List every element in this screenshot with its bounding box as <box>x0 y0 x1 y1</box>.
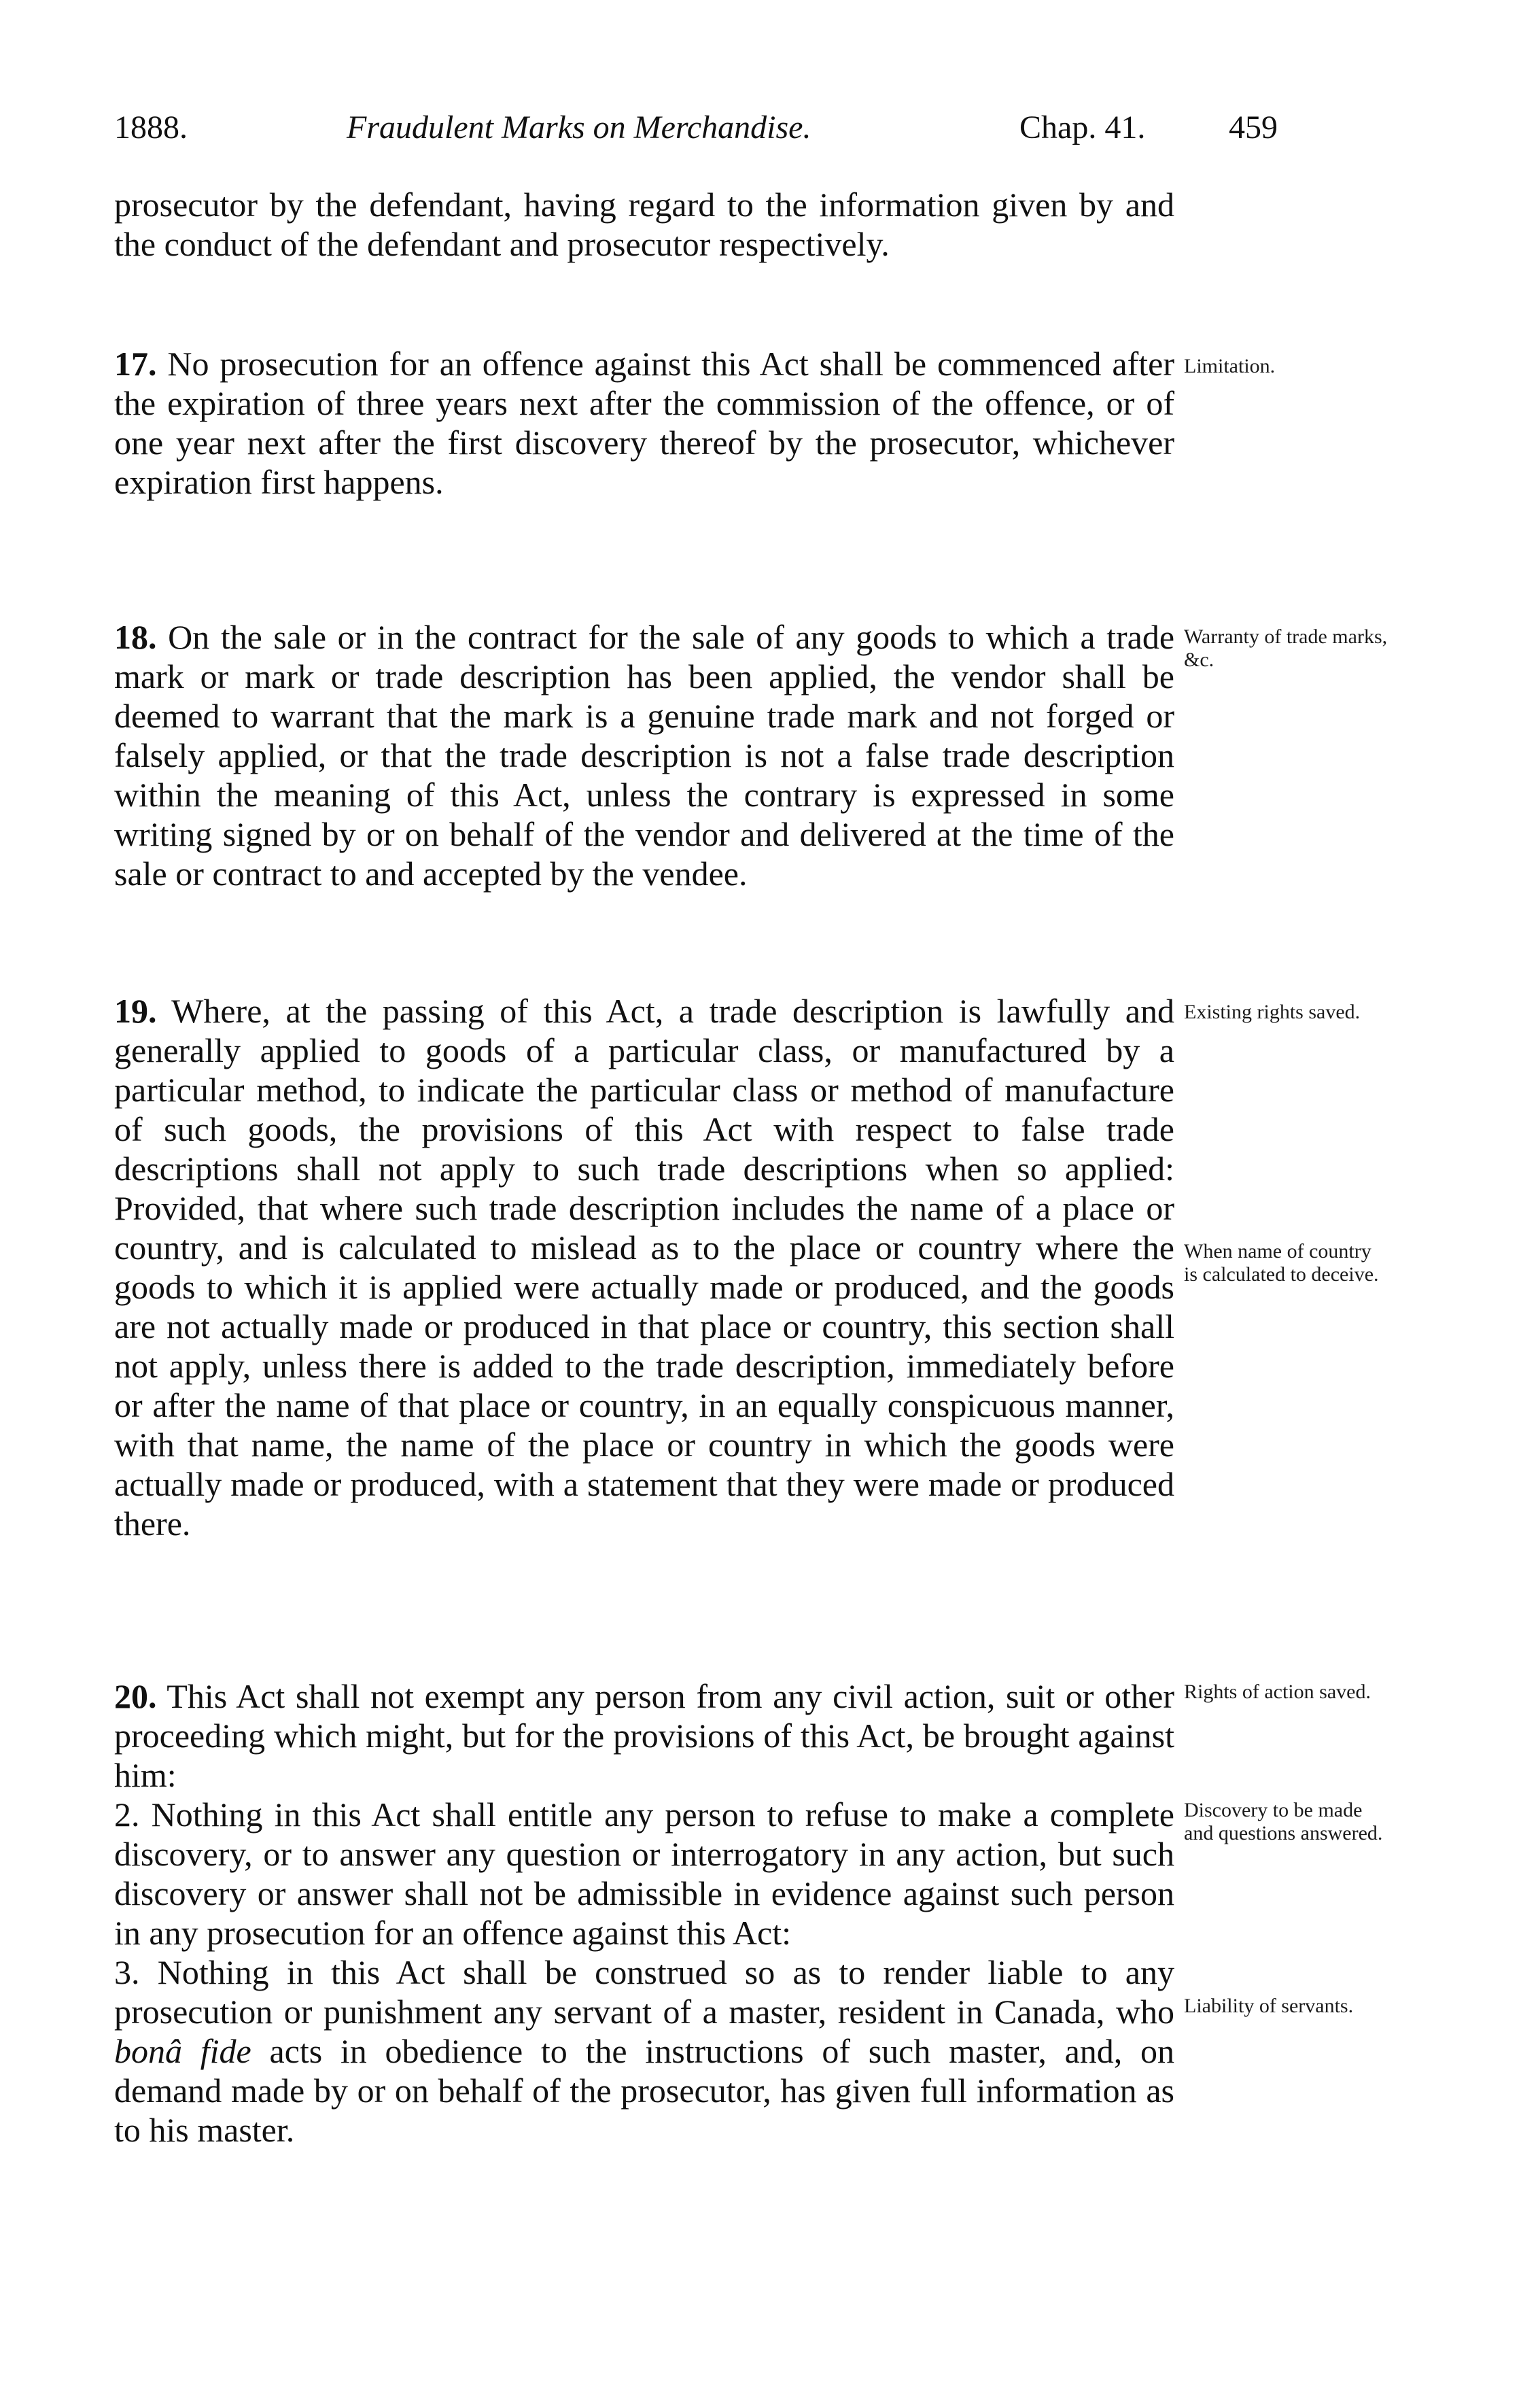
running-header <box>114 109 1365 156</box>
section-20-sub-3-italic: bonâ fide <box>114 2032 251 2070</box>
section-19-number: 19. <box>114 992 157 1030</box>
section-20 <box>114 1676 1174 2150</box>
section-20-sub-3-text-a: 3. Nothing in this Act shall be construed so as to render liable to any prosecution or punishment any servant of a master, resident in Canada, who <box>114 1953 1174 2031</box>
margin-note-country-deceive: When name of country is calculated to deceive. <box>1184 1240 1379 1286</box>
section-20-text: This Act shall not exempt any person from any civil action, suit or other proceeding which might, but for the provisions of this Act, be brought against him: <box>114 1677 1174 1794</box>
section-19-text: Where, at the passing of this Act, a trade description is lawfully and generally applied to goods of a particular class, or manufactured by a particular method, to indicate the particular class or method of manufacture of such goods, the provisions of this Act with respect to false trade descriptions shall not apply to such trade descriptions when so applied: Provided, that where such trade description includes the name of a place or country, and is calculated to mislead as to the place or country where the goods to which it is applied were actually made or produced, and the goods are not actually made or produced in that place or country, this section shall not apply, unless there is added to the trade description, immediately before or after the name of that place or country, in an equally conspicuous manner, with that name, the name of the place or country in which the goods were actually made or produced, with a statement that they were made or produced there. <box>114 992 1174 1543</box>
header-chapter: Chap. 41. <box>1019 109 1146 145</box>
margin-note-discovery: Discovery to be made and questions answered. <box>1184 1799 1383 1844</box>
section-20-sub-3 <box>114 1953 1174 2150</box>
section-17-text: No prosecution for an offence against this Act shall be commenced after the expiration of three years next after the commission of the offence, or of one year next after the first discovery thereof by the prosecutor, whichever expiration first happens. <box>114 345 1174 501</box>
section-20-sub-2: 2. Nothing in this Act shall entitle any person to refuse to make a complete discovery, or to answer any question or interrogatory in any action, but such discovery or answer shall not be admissible in evidence against such person in any prosecution for an offence against this Act: <box>114 1795 1174 1952</box>
section-17-number: 17. <box>114 345 157 383</box>
margin-note-limitation: Limitation. <box>1184 355 1276 377</box>
section-17 <box>114 344 1174 502</box>
header-title: Fraudulent Marks on Merchandise. <box>347 109 811 145</box>
section-19 <box>114 991 1174 1543</box>
section-20-number: 20. <box>114 1677 157 1715</box>
margin-note-rights-action: Rights of action saved. <box>1184 1681 1371 1703</box>
section-20-sub-3-text-b: acts in obedience to the instructions of such master, and, on demand made by or on behalf of the prosecutor, has given full information as to his master. <box>114 2032 1175 2149</box>
section-16-text: prosecutor by the defendant, having regard to the information given by and the conduct of the defendant and prosecutor respectively. <box>114 186 1174 263</box>
section-18-number: 18. <box>114 618 157 656</box>
header-year: 1888. <box>114 109 188 145</box>
section-16-tail <box>114 185 1174 264</box>
margin-note-existing-rights: Existing rights saved. <box>1184 1001 1361 1023</box>
header-page-number: 459 <box>1229 109 1278 145</box>
section-18 <box>114 617 1174 893</box>
margin-note-warranty: Warranty of trade marks, &c. <box>1184 625 1388 671</box>
section-18-text: On the sale or in the contract for the sale of any goods to which a trade mark or mark or trade description has been applied, the vendor shall be deemed to warrant that the mark is a genuine trade mark and not forged or falsely applied, or that the trade description is not a false trade description within the meaning of this Act, unless the contrary is expressed in some writing signed by or on behalf of the vendor and delivered at the time of the sale or contract to and accepted by the vendee. <box>114 618 1175 893</box>
margin-note-liability: Liability of servants. <box>1184 1995 1354 2017</box>
